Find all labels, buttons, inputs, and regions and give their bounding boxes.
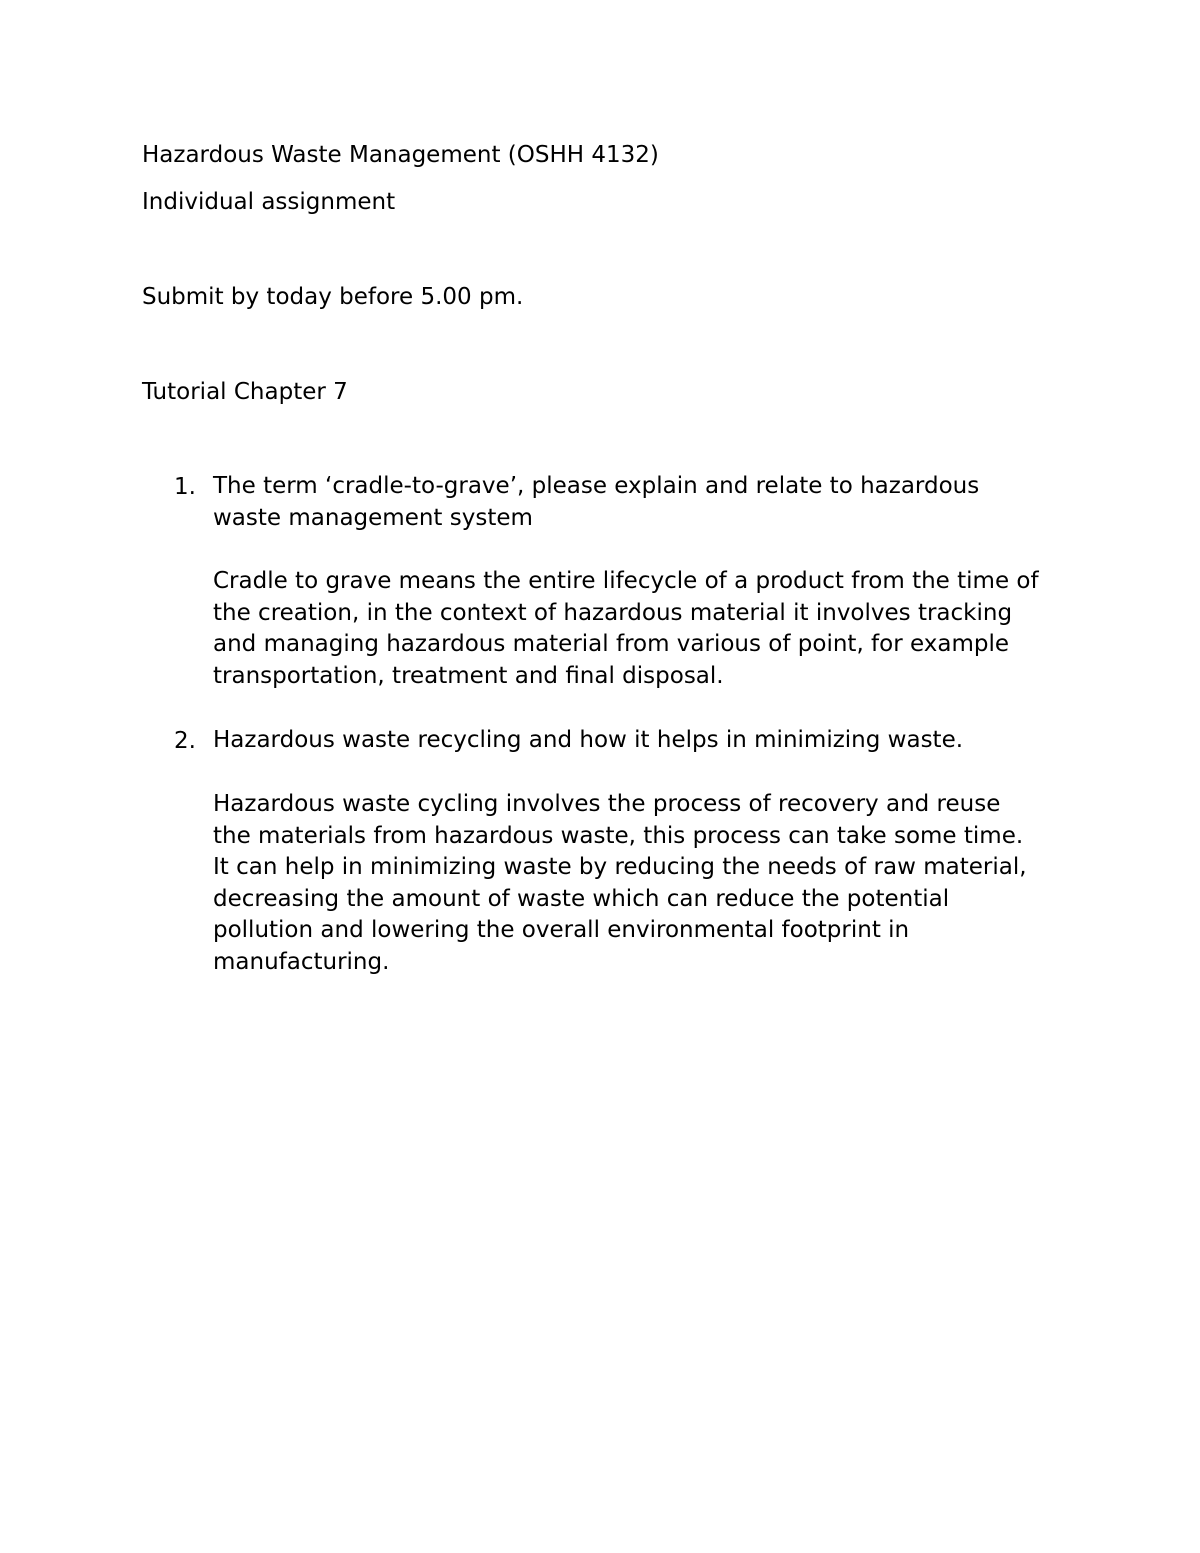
document-title: Hazardous Waste Management (OSHH 4132): [142, 142, 659, 168]
document-subtitle: Individual assignment: [142, 189, 396, 215]
answer-paragraph: [213, 566, 1093, 692]
question-text: [213, 725, 1093, 757]
answer-line: transportation, treatment and final disposal.: [213, 662, 724, 689]
question-text: [213, 471, 1093, 534]
section-heading: Tutorial Chapter 7: [142, 379, 348, 405]
question-line: waste management system: [213, 504, 533, 531]
answer-paragraph: [213, 789, 1093, 979]
question-number: 2.: [174, 728, 196, 754]
answer-line: Hazardous waste cycling involves the process of recovery and reuse: [213, 791, 1001, 817]
submission-deadline: Submit by today before 5.00 pm.: [142, 284, 524, 310]
answer-line: and managing hazardous material from various of point, for example: [213, 631, 1009, 658]
answer-line: the creation, in the context of hazardous material it involves tracking: [213, 599, 1013, 626]
answer-line: decreasing the amount of waste which can reduce the potential: [213, 885, 950, 912]
question-line: The term ‘cradle-to-grave’, please explain and relate to hazardous: [213, 473, 980, 499]
answer-line: manufacturing.: [213, 948, 390, 975]
answer-line: Cradle to grave means the entire lifecycle of a product from the time of: [213, 568, 1039, 594]
answer-line: the materials from hazardous waste, this process can take some time.: [213, 822, 1024, 849]
question-line: Hazardous waste recycling and how it helps in minimizing waste.: [213, 727, 964, 753]
answer-line: pollution and lowering the overall environmental footprint in: [213, 917, 910, 944]
answer-line: It can help in minimizing waste by reducing the needs of raw material,: [213, 854, 1027, 881]
question-number: 1.: [174, 474, 196, 500]
